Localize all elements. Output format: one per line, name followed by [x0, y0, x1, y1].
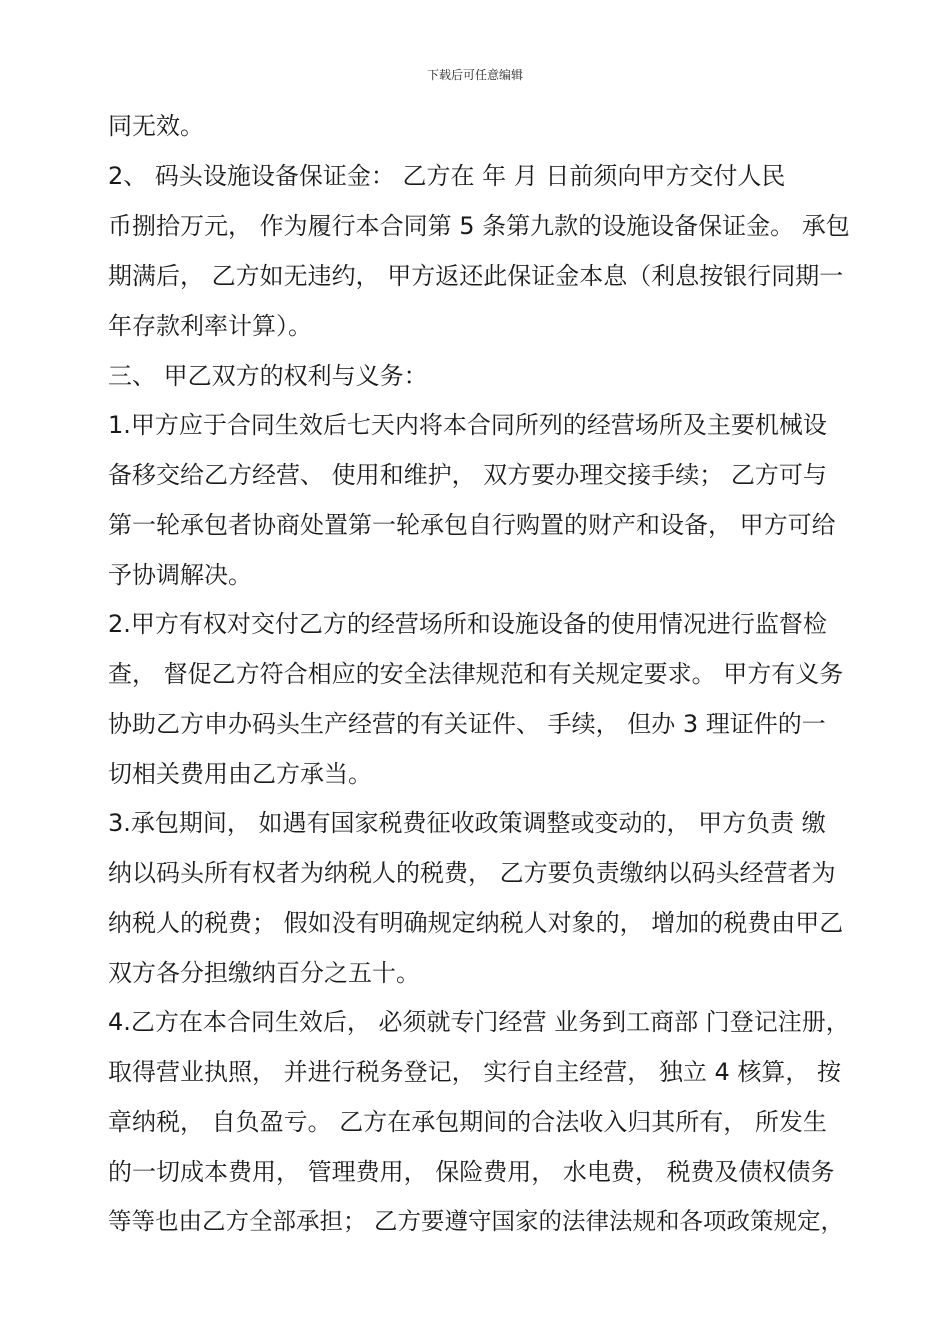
body-line: 取得营业执照， 并进行税务登记， 实行自主经营， 独立 4 核算， 按	[108, 1058, 842, 1086]
body-line: 双方各分担缴纳百分之五十。	[108, 959, 420, 987]
body-line: 予协调解决。	[108, 561, 252, 589]
body-line: 2.甲方有权对交付乙方的经营场所和设施设备的使用情况进行监督检	[108, 610, 827, 638]
body-line: 查， 督促乙方符合相应的安全法律规范和有关规定要求。 甲方有义务	[108, 660, 844, 688]
body-line: 1.甲方应于合同生效后七天内将本合同所列的经营场所及主要机械设	[108, 411, 827, 439]
body-line: 第一轮承包者协商处置第一轮承包自行购置的财产和设备， 甲方可给	[108, 511, 836, 539]
body-line: 年存款利率计算）。	[108, 312, 312, 340]
page-header: 下载后可任意编辑	[426, 68, 523, 82]
body-line: 4.乙方在本合同生效后， 必须就专门经营 业务到工商部 门登记注册，	[108, 1008, 850, 1036]
body-line: 3.承包期间， 如遇有国家税费征收政策调整或变动的， 甲方负责 缴	[108, 809, 826, 837]
body-line: 纳以码头所有权者为纳税人的税费， 乙方要负责缴纳以码头经营者为	[108, 859, 836, 887]
body-line: 章纳税， 自负盈亏。 乙方在承包期间的合法收入归其所有， 所发生	[108, 1108, 827, 1136]
body-line: 等等也由乙方全部承担； 乙方要遵守国家的法律法规和各项政策规定，	[108, 1207, 844, 1235]
body-line: 币捌拾万元， 作为履行本合同第 5 条第九款的设施设备保证金。 承包	[108, 212, 850, 240]
body-line: 同无效。	[108, 112, 204, 140]
body-line: 的一切成本费用， 管理费用， 保险费用， 水电费， 税费及债权债务	[108, 1158, 835, 1186]
body-line: 协助乙方申办码头生产经营的有关证件、 手续， 但办 3 理证件的一	[108, 710, 826, 738]
body-line: 备移交给乙方经营、 使用和维护， 双方要办理交接手续； 乙方可与	[108, 461, 827, 489]
body-line: 期满后， 乙方如无违约， 甲方返还此保证金本息（利息按银行同期一	[108, 262, 844, 290]
body-line: 纳税人的税费； 假如没有明确规定纳税人对象的， 增加的税费由甲乙	[108, 909, 844, 937]
section-heading: 三、 甲乙双方的权利与义务：	[108, 362, 428, 390]
body-line: 切相关费用由乙方承当。	[108, 760, 372, 788]
body-line: 2、 码头设施设备保证金： 乙方在 年 月 日前须向甲方交付人民	[108, 162, 786, 190]
